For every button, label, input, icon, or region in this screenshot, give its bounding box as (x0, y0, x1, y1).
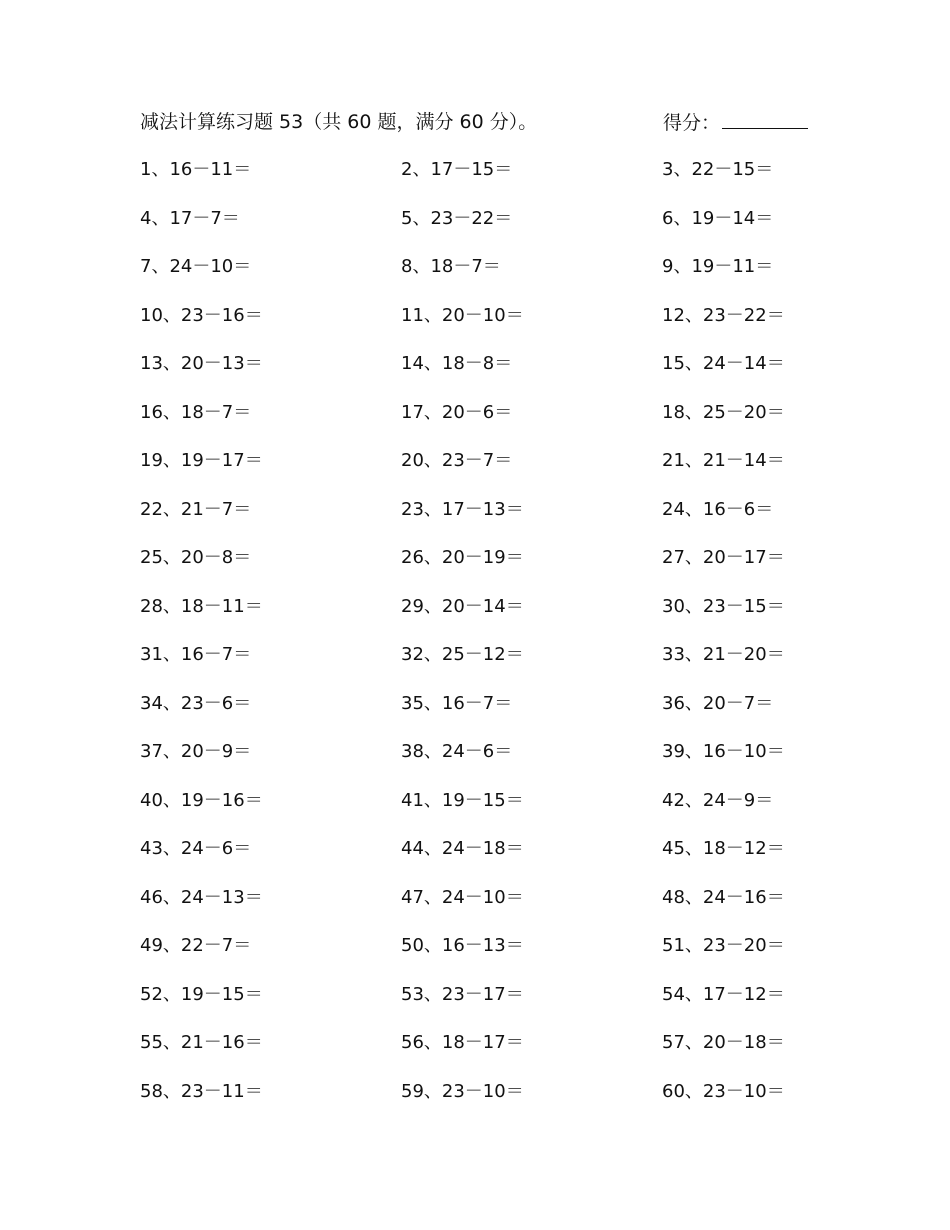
problem-item: 50、16－13＝ (401, 935, 524, 956)
problem-item: 24、16－6＝ (662, 498, 774, 520)
worksheet-title: 减法计算练习题 53（共 60 题，满分 60 分）。 (140, 111, 538, 133)
problem-item: 49、22－7＝ (140, 935, 252, 956)
problem-item: 55、21－16＝ (140, 1032, 263, 1053)
problem-item: 12、23－22＝ (662, 304, 785, 326)
problem-item: 28、18－11＝ (140, 595, 263, 617)
problem-item: 16、18－7＝ (140, 401, 252, 423)
problem-item: 39、16－10＝ (662, 741, 785, 762)
problem-item: 57、20－18＝ (662, 1032, 785, 1053)
problem-item: 21、21－14＝ (662, 450, 785, 471)
problem-item: 33、21－20＝ (662, 644, 785, 665)
problem-item: 40、19－16＝ (140, 789, 263, 811)
problem-item: 14、18－8＝ (401, 353, 513, 374)
problem-item: 1、16－11＝ (140, 159, 252, 180)
problem-item: 48、24－16＝ (662, 886, 785, 908)
problem-item: 32、25－12＝ (401, 644, 524, 665)
problem-item: 30、23－15＝ (662, 595, 785, 617)
problem-item: 41、19－15＝ (401, 789, 524, 811)
problem-item: 36、20－7＝ (662, 692, 774, 714)
problem-item: 47、24－10＝ (401, 886, 524, 908)
problem-item: 6、19－14＝ (662, 207, 774, 229)
problem-item: 46、24－13＝ (140, 886, 263, 908)
problem-item: 34、23－6＝ (140, 692, 252, 714)
problem-item: 54、17－12＝ (662, 983, 785, 1005)
problem-item: 15、24－14＝ (662, 353, 785, 374)
problem-item: 44、24－18＝ (401, 838, 524, 859)
score-label: 得分： (663, 112, 721, 134)
problem-item: 56、18－17＝ (401, 1032, 524, 1053)
problem-item: 38、24－6＝ (401, 741, 513, 762)
problem-item: 58、23－11＝ (140, 1080, 263, 1102)
problem-item: 22、21－7＝ (140, 498, 252, 520)
problem-item: 26、20－19＝ (401, 547, 524, 568)
problem-item: 9、19－11＝ (662, 256, 774, 277)
problem-item: 18、25－20＝ (662, 401, 785, 423)
problem-item: 52、19－15＝ (140, 983, 263, 1005)
problem-item: 31、16－7＝ (140, 644, 252, 665)
problem-item: 42、24－9＝ (662, 789, 774, 811)
problem-item: 35、16－7＝ (401, 692, 513, 714)
problem-item: 43、24－6＝ (140, 838, 252, 859)
problem-item: 19、19－17＝ (140, 450, 263, 471)
problem-item: 17、20－6＝ (401, 401, 513, 423)
problem-item: 2、17－15＝ (401, 159, 513, 180)
problem-item: 37、20－9＝ (140, 741, 252, 762)
problem-item: 13、20－13＝ (140, 353, 263, 374)
score-field (663, 108, 808, 137)
problem-item: 27、20－17＝ (662, 547, 785, 568)
problem-item: 25、20－8＝ (140, 547, 252, 568)
problem-item: 20、23－7＝ (401, 450, 513, 471)
problem-item: 53、23－17＝ (401, 983, 524, 1005)
problem-item: 3、22－15＝ (662, 159, 774, 180)
problem-item: 59、23－10＝ (401, 1080, 524, 1102)
problem-item: 8、18－7＝ (401, 256, 501, 277)
problem-item: 29、20－14＝ (401, 595, 524, 617)
problem-item: 23、17－13＝ (401, 498, 524, 520)
problem-item: 11、20－10＝ (401, 304, 524, 326)
problem-item: 45、18－12＝ (662, 838, 785, 859)
problem-item: 60、23－10＝ (662, 1080, 785, 1102)
problem-item: 7、24－10＝ (140, 256, 252, 277)
problem-item: 4、17－7＝ (140, 207, 240, 229)
score-blank-line (722, 108, 808, 129)
problem-item: 10、23－16＝ (140, 304, 263, 326)
problem-item: 5、23－22＝ (401, 207, 513, 229)
worksheet-header (140, 108, 820, 136)
problem-grid (140, 157, 820, 1127)
problem-item: 51、23－20＝ (662, 935, 785, 956)
